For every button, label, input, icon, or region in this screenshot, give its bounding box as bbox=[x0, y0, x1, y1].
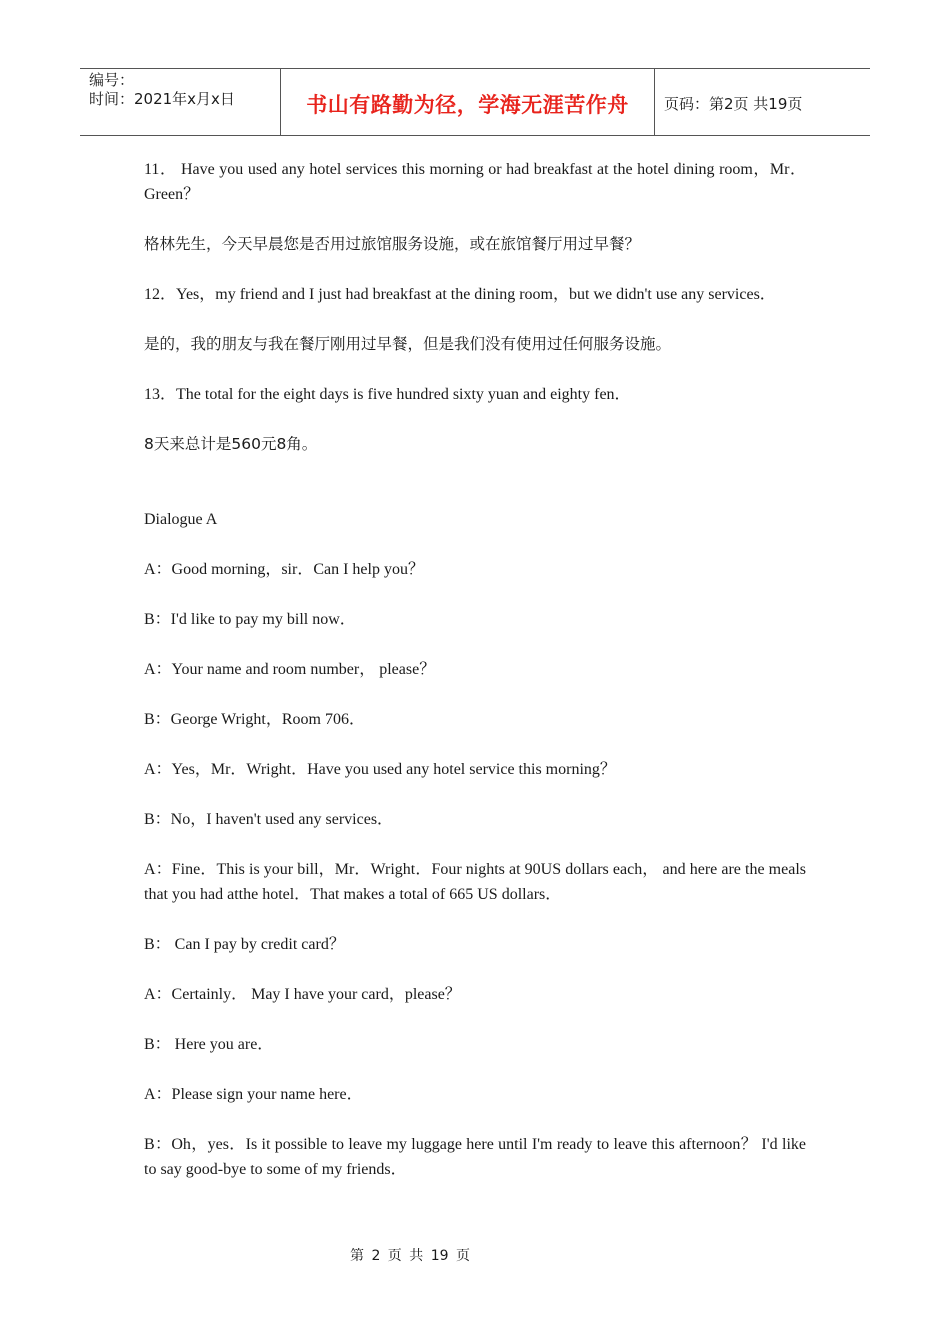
header-page-info: 页码：第2页 共19页 bbox=[664, 95, 803, 113]
paragraph-12-cn: 是的，我的朋友与我在餐厅刚用过早餐，但是我们没有使用过任何服务设施。 bbox=[144, 335, 672, 353]
dialogue-line: B： Can I pay by credit card？ bbox=[144, 936, 345, 953]
paragraph-13-cn: 8天来总计是560元8角。 bbox=[144, 435, 318, 453]
dialogue-line: A：Please sign your name here． bbox=[144, 1086, 363, 1103]
dialogue-line: A：Fine．This is your bill，Mr．Wright．Four nights at 90US dollars each， and here are the meals that you had atthe hotel．That makes a total of 665 US dollars． bbox=[144, 861, 806, 903]
dialogue-line: A：Good morning，sir．Can I help you？ bbox=[144, 561, 424, 578]
document-body bbox=[144, 157, 806, 1207]
dialogue-line: A：Certainly． May I have your card，please？ bbox=[144, 986, 461, 1003]
time-label: 时间：2021年x月x日 bbox=[89, 90, 235, 108]
header-motto: 书山有路勤为径，学海无涯苦作舟 bbox=[281, 69, 655, 135]
code-label: 编号： bbox=[89, 71, 135, 89]
paragraph-11-cn: 格林先生，今天早晨您是否用过旅馆服务设施，或在旅馆餐厅用过早餐？ bbox=[144, 235, 641, 253]
header-meta bbox=[80, 69, 281, 135]
dialogue-line: B：No，I haven't used any services． bbox=[144, 811, 394, 828]
dialogue-line: A：Your name and room number， please？ bbox=[144, 661, 436, 678]
paragraph-13-en: 13．The total for the eight days is five hundred sixty yuan and eighty fen． bbox=[144, 386, 631, 403]
dialogue-title: Dialogue A bbox=[144, 511, 218, 528]
paragraph-11-en: 11． Have you used any hotel services this morning or had breakfast at the hotel dining room，Mr．Green？ bbox=[144, 161, 806, 203]
dialogue-line: B：Oh，yes．Is it possible to leave my luggage here until I'm ready to leave this afternoon？ I'd like to say good-bye to some of my friends． bbox=[144, 1136, 806, 1178]
dialogue-line: B：I'd like to pay my bill now． bbox=[144, 611, 356, 628]
dialogue-line: B： Here you are． bbox=[144, 1036, 274, 1053]
page-footer: 第 2 页 共 19 页 bbox=[350, 1248, 470, 1264]
dialogue-line: A：Yes，Mr．Wright．Have you used any hotel service this morning？ bbox=[144, 761, 616, 778]
dialogue-line: B：George Wright，Room 706． bbox=[144, 711, 365, 728]
paragraph-12-en: 12．Yes，my friend and I just had breakfast at the dining room，but we didn't use any services． bbox=[144, 286, 776, 303]
page-header bbox=[80, 68, 870, 136]
